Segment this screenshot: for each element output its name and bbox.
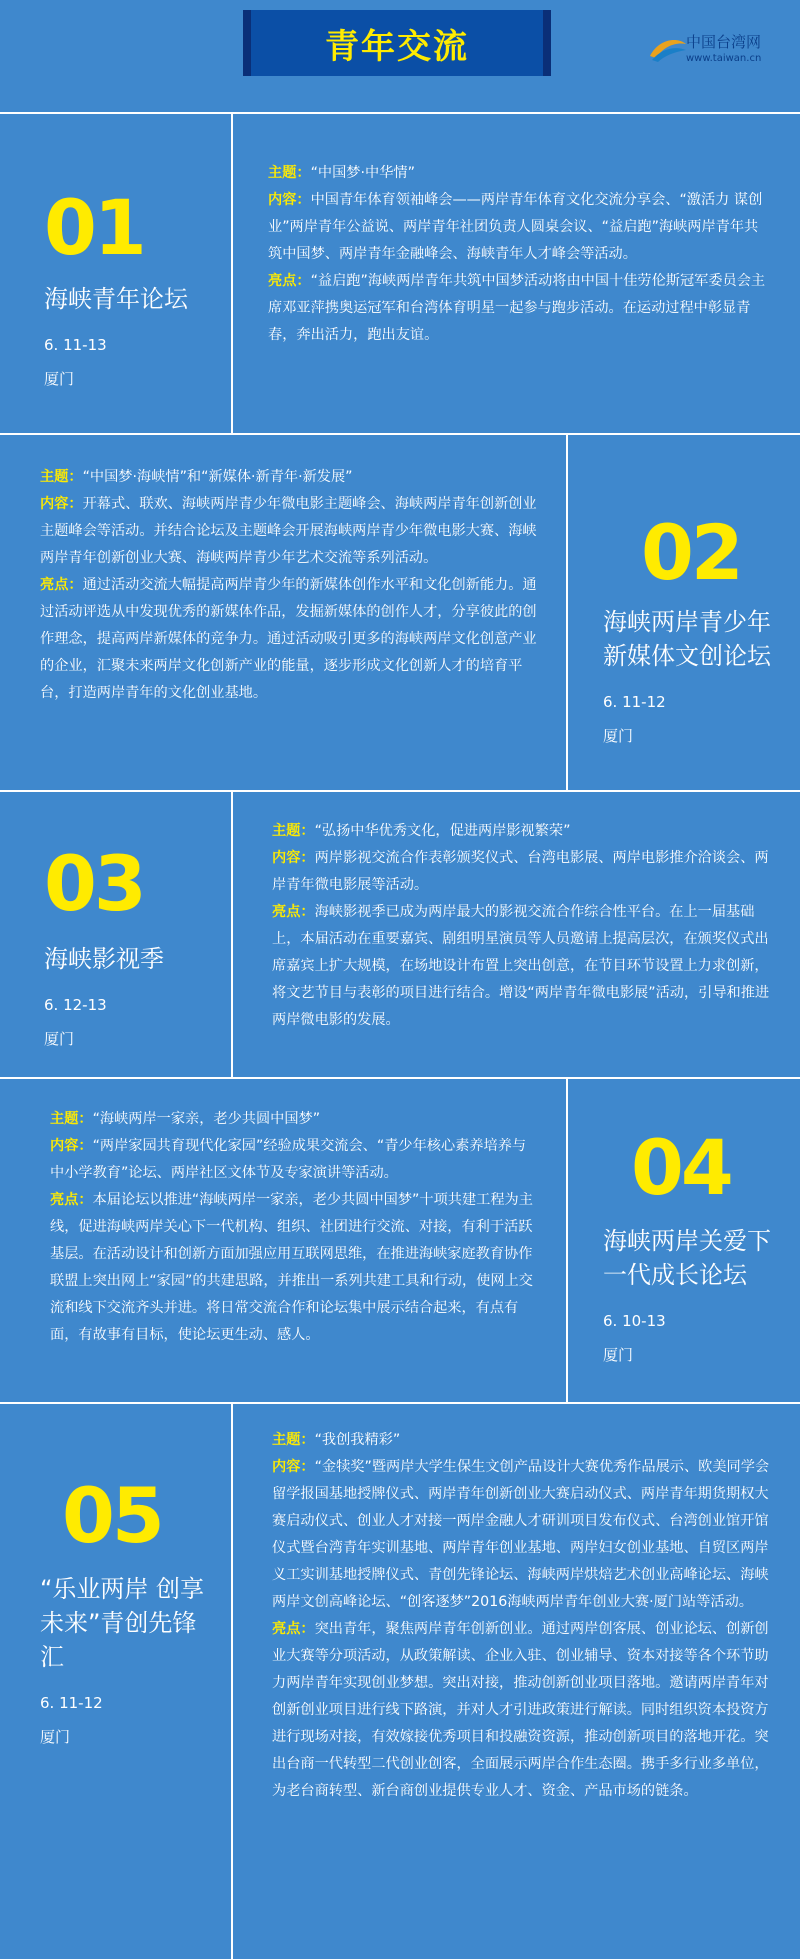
content-text: “两岸家园共育现代化家园”经验成果交流会、“青少年核心素养培养与中小学教育”论坛、两岸社区文体节及专家演讲等活动。	[50, 1138, 527, 1181]
content-text: “金犊奖”暨两岸大学生保生文创产品设计大赛优秀作品展示、欧美同学会留学报国基地授牌仪式、两岸青年创新创业大赛启动仪式、两岸青年期货期权大赛启动仪式、创业人才对接一两岸金融人才研训项目发布仪式、台湾创业馆开馆仪式暨台湾青年实训基地、两岸青年创业基地、两岸妇女创业基地、自贸区两岸义工实训基地授牌仪式、青创先锋论坛、海峡两岸烘焙艺术创业高峰论坛、海峡两岸文创高峰论坛、“创客逐梦”2016海峡两岸青年创业大赛·厦门站等活动。	[272, 1459, 770, 1610]
theme-text: “中国梦·海峡情”和“新媒体·新青年·新发展”	[82, 469, 353, 485]
theme-label: 主题：	[272, 1432, 315, 1448]
column-divider	[231, 112, 233, 435]
highlight-text: 海峡影视季已成为两岸最大的影视交流合作综合性平台。在上一届基础上，本届活动在重要嘉宾、剧组明星演员等人员邀请上提高层次，在颁奖仪式出席嘉宾上扩大规模，在场地设计布置上突出创意，在节目环节设置上力求创新，将文艺节目与表彰的项目进行结合。增设“两岸青年微电影展”活动，引导和推进两岸微电影的发展。	[272, 904, 770, 1028]
highlight-line	[272, 899, 772, 1034]
event-details	[272, 818, 772, 1034]
event-place: 厦门	[603, 1346, 634, 1364]
event-date: 6. 10-13	[603, 1312, 666, 1330]
event-date: 6. 11-12	[603, 693, 666, 711]
theme-text: “中国梦·中华情”	[310, 165, 415, 181]
event-place: 厦门	[603, 727, 634, 745]
highlight-line	[268, 268, 770, 349]
theme-line	[272, 818, 772, 845]
theme-line	[50, 1106, 540, 1133]
event-number: 05	[62, 1471, 162, 1560]
event-number: 02	[641, 508, 741, 597]
content-line	[50, 1133, 540, 1187]
event-place: 厦门	[44, 370, 75, 388]
column-divider	[231, 1402, 233, 1959]
content-line	[268, 187, 770, 268]
event-name: 海峡两岸青少年新媒体文创论坛	[603, 608, 771, 670]
event-name: “乐业两岸 创享未来”青创先锋汇	[40, 1575, 205, 1671]
header	[0, 0, 800, 112]
highlight-label: 亮点：	[272, 1621, 315, 1637]
event-name: 海峡影视季	[44, 945, 164, 973]
event-sidebar	[44, 839, 224, 1049]
event-sidebar	[603, 1123, 788, 1365]
content-label: 内容：	[40, 496, 83, 512]
highlight-line	[40, 572, 538, 707]
content-text: 开幕式、联欢、海峡两岸青少年微电影主题峰会、海峡两岸青年创新创业主题峰会等活动。并结合论坛及主题峰会开展海峡两岸青少年微电影大赛、海峡两岸青年创新创业大赛、海峡两岸青少年艺术交流等系列活动。	[40, 496, 537, 566]
event-number: 03	[44, 839, 144, 928]
event-name: 海峡青年论坛	[44, 285, 188, 313]
theme-label: 主题：	[272, 823, 315, 839]
logo-url: www.taiwan.cn	[686, 53, 762, 64]
highlight-text: 突出青年，聚焦两岸青年创新创业。通过两岸创客展、创业论坛、创新创业大赛等分项活动，从政策解读、企业入驻、创业辅导、资本对接等各个环节助力两岸青年实现创业梦想。突出对接，推动创新创业项目落地。邀请两岸青年对创新创业项目进行线下路演，并对人才引进政策进行解读。同时组织资本投资方进行现场对接，有效嫁接优秀项目和投融资资源，推动创新项目的落地开花。突出台商一代转型二代创业创客，全面展示两岸合作生态圈。携手多行业多单位，为老台商转型、新台商创业提供专业人才、资金、产品市场的链条。	[272, 1621, 769, 1799]
highlight-label: 亮点：	[50, 1192, 93, 1208]
content-label: 内容：	[50, 1138, 93, 1154]
event-details	[50, 1106, 540, 1349]
event-sidebar	[40, 1471, 215, 1747]
site-logo[interactable]	[648, 28, 788, 78]
page-title: 青年交流	[325, 26, 469, 67]
content-label: 内容：	[268, 192, 311, 208]
column-divider	[566, 1077, 568, 1404]
event-place: 厦门	[40, 1728, 71, 1746]
theme-line	[272, 1427, 770, 1454]
highlight-text: 通过活动交流大幅提高两岸青少年的新媒体创作水平和文化创新能力。通过活动评选从中发现优秀的新媒体作品，发掘新媒体的创作人才，分享彼此的创作理念，提高两岸新媒体的竞争力。通过活动吸引更多的海峡两岸文化创意产业的企业，汇聚未来两岸文化创新产业的能量，逐步形成文化创新人才的培育平台，打造两岸青年的文化创业基地。	[40, 577, 537, 701]
event-date: 6. 12-13	[44, 996, 107, 1014]
event-date: 6. 11-13	[44, 336, 107, 354]
event-sidebar	[44, 183, 224, 389]
content-line	[40, 491, 538, 572]
divider	[0, 790, 800, 792]
theme-line	[268, 160, 770, 187]
content-text: 中国青年体育领袖峰会——两岸青年体育文化交流分享会、“激活力 谋创业”两岸青年公益说、两岸青年社团负责人圆桌会议、“益启跑”海峡两岸青年共筑中国梦、两岸青年金融峰会、海峡青年人才峰会等活动。	[268, 192, 763, 262]
theme-text: “弘扬中华优秀文化，促进两岸影视繁荣”	[314, 823, 571, 839]
theme-text: “海峡两岸一家亲，老少共圆中国梦”	[92, 1111, 321, 1127]
divider	[0, 112, 800, 114]
divider	[0, 1402, 800, 1404]
event-date: 6. 11-12	[40, 1694, 103, 1712]
event-place: 厦门	[44, 1030, 75, 1048]
highlight-label: 亮点：	[272, 904, 315, 920]
content-text: 两岸影视交流合作表彰颁奖仪式、台湾电影展、两岸电影推介洽谈会、两岸青年微电影展等活动。	[272, 850, 769, 893]
highlight-label: 亮点：	[268, 273, 311, 289]
event-number: 04	[631, 1123, 731, 1212]
highlight-text: 本届论坛以推进“海峡两岸一家亲，老少共圆中国梦”十项共建工程为主线，促进海峡两岸关心下一代机构、组织、社团进行交流、对接，有利于活跃基层。在活动设计和创新方面加强应用互联网思维，在推进海峡家庭教育协作联盟上突出网上“家园”的共建思路，并推出一系列共建工具和行动，使网上交流和线下交流齐头并进。将日常交流合作和论坛集中展示结合起来，有点有面，有故事有目标，使论坛更生动、感人。	[50, 1192, 533, 1343]
theme-label: 主题：	[50, 1111, 93, 1127]
theme-label: 主题：	[268, 165, 311, 181]
content-label: 内容：	[272, 850, 315, 866]
highlight-text: “益启跑”海峡两岸青年共筑中国梦活动将由中国十佳劳伦斯冠军委员会主席邓亚萍携奥运冠军和台湾体育明星一起参与跑步活动。在运动过程中彰显青春，奔出活力，跑出友谊。	[268, 273, 766, 343]
content-line	[272, 845, 772, 899]
theme-text: “我创我精彩”	[314, 1432, 401, 1448]
event-sidebar	[603, 508, 788, 746]
column-divider	[566, 433, 568, 792]
column-divider	[231, 790, 233, 1079]
logo-swoosh-icon	[648, 34, 688, 64]
event-details	[40, 464, 538, 707]
theme-line	[40, 464, 538, 491]
event-name: 海峡两岸关爱下一代成长论坛	[603, 1227, 771, 1289]
highlight-label: 亮点：	[40, 577, 83, 593]
content-line	[272, 1454, 770, 1616]
divider	[0, 433, 800, 435]
event-details	[272, 1427, 770, 1805]
content-label: 内容：	[272, 1459, 315, 1475]
highlight-line	[272, 1616, 770, 1805]
divider	[0, 1077, 800, 1079]
theme-label: 主题：	[40, 469, 83, 485]
highlight-line	[50, 1187, 540, 1349]
event-details	[268, 160, 770, 349]
title-banner	[243, 10, 551, 76]
event-number: 01	[44, 183, 144, 272]
logo-name: 中国台湾网	[686, 33, 762, 51]
